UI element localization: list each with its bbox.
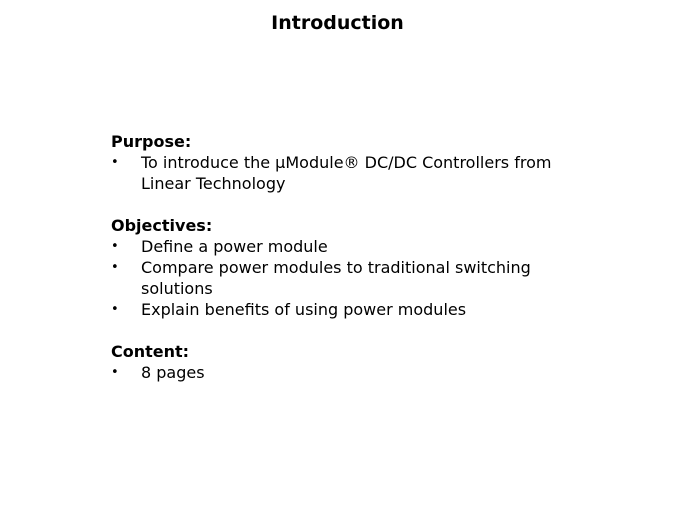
list-item-text: Define a power module (141, 237, 328, 256)
list-item-text: To introduce the µModule® DC/DC Controllers from Linear Technology (141, 153, 552, 193)
bullet-icon: • (111, 365, 119, 380)
objectives-heading: Objectives: (111, 216, 213, 235)
bullet-icon: • (111, 260, 119, 275)
slide-body (111, 131, 581, 404)
bullet-icon: • (111, 302, 119, 317)
list-item-text: Explain benefits of using power modules (141, 300, 467, 319)
list-item (111, 362, 581, 383)
list-item-text: Compare power modules to traditional switching solutions (141, 258, 531, 298)
list-item (111, 299, 581, 320)
purpose-list (111, 152, 581, 194)
list-item (111, 152, 581, 194)
content-section (111, 341, 581, 383)
bullet-icon: • (111, 155, 119, 170)
bullet-icon: • (111, 239, 119, 254)
purpose-section (111, 131, 581, 194)
list-item (111, 257, 581, 299)
purpose-heading: Purpose: (111, 132, 192, 151)
content-heading: Content: (111, 342, 190, 361)
list-item (111, 236, 581, 257)
list-item-text: 8 pages (141, 363, 205, 382)
objectives-list (111, 236, 581, 320)
page-title: Introduction (271, 12, 404, 34)
objectives-section (111, 215, 581, 320)
content-list (111, 362, 581, 383)
